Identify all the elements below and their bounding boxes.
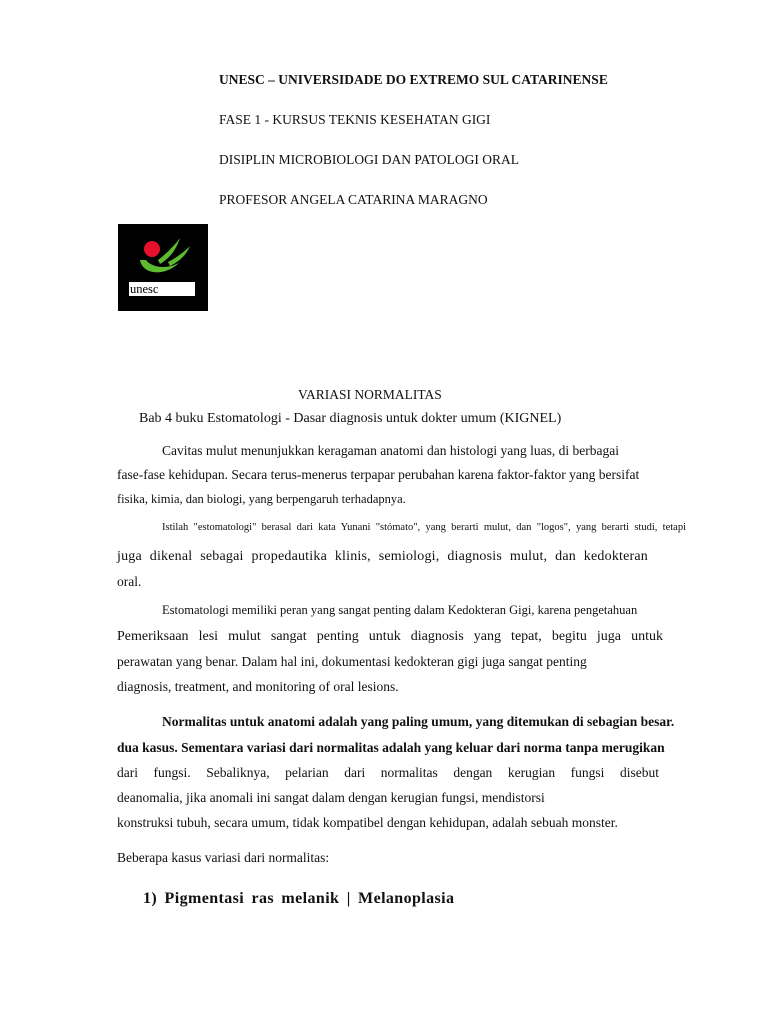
paragraph1-line1: Cavitas mulut menunjukkan keragaman anatomi dan histologi yang luas, di berbagai xyxy=(162,443,620,458)
paragraph3-line4: diagnosis, treatment, and monitoring of oral lesions. xyxy=(117,679,399,694)
logo-label: unesc xyxy=(129,282,195,296)
document-title: VARIASI NORMALITAS xyxy=(298,387,442,402)
paragraph3-line1: Estomatologi memiliki peran yang sangat penting dalam Kedokteran Gigi, karena pengetahuan xyxy=(162,603,638,617)
cases-intro: Beberapa kasus variasi dari normalitas: xyxy=(117,850,330,865)
paragraph4-line4: deanomalia, jika anomali ini sangat dalam dengan kerugian fungsi, mendistorsi xyxy=(117,790,545,805)
paragraph3-line3: perawatan yang benar. Dalam hal ini, dokumentasi kedokteran gigi juga sangat penting xyxy=(117,654,587,669)
paragraph4-line2: dua kasus. Sementara variasi dari normalitas adalah yang keluar dari norma tanpa merugikan xyxy=(117,740,665,755)
paragraph2-line2: juga dikenal sebagai propedautika klinis, semiologi, diagnosis mulut, dan kedokteran xyxy=(117,549,648,564)
discipline-line: DISIPLIN MICROBIOLOGI DAN PATOLOGI ORAL xyxy=(219,152,520,167)
document-subtitle: Bab 4 buku Estomatologi - Dasar diagnosis untuk dokter umum (KIGNEL) xyxy=(139,411,562,426)
paragraph2-line1: Istilah "estomatologi" berasal dari kata Yunani "stómato", yang berarti mulut, dan "logos", yang berarti studi, tetapi xyxy=(162,522,686,533)
section1-title: Pigmentasi ras melanik | Melanoplasia xyxy=(164,890,455,907)
paragraph4-line3: dari fungsi. Sebaliknya, pelarian dari normalitas dengan kerugian fungsi disebut xyxy=(117,765,659,780)
paragraph3-line2: Pemeriksaan lesi mulut sangat penting untuk diagnosis yang tepat, begitu juga untuk xyxy=(117,629,663,644)
paragraph4-line1: Normalitas untuk anatomi adalah yang paling umum, yang ditemukan di sebagian besar. xyxy=(162,714,675,729)
paragraph1-line2: fase-fase kehidupan. Secara terus-menerus terpapar perubahan karena faktor-faktor yang bersifat xyxy=(117,467,640,482)
section1-number: 1) xyxy=(143,890,158,907)
unesc-logo-mark-icon xyxy=(136,234,192,282)
unesc-logo xyxy=(118,224,208,311)
paragraph2-line3: oral. xyxy=(117,574,142,589)
paragraph1-line3: fisika, kimia, dan biologi, yang berpengaruh terhadapnya. xyxy=(117,492,406,506)
university-name: UNESC – UNIVERSIDADE DO EXTREMO SUL CATARINENSE xyxy=(219,72,608,87)
professor-line: PROFESOR ANGELA CATARINA MARAGNO xyxy=(219,192,488,207)
paragraph4-line5: konstruksi tubuh, secara umum, tidak kompatibel dengan kehidupan, adalah sebuah monster. xyxy=(117,815,618,830)
phase-line: FASE 1 - KURSUS TEKNIS KESEHATAN GIGI xyxy=(219,112,491,127)
section1-heading xyxy=(143,890,454,908)
